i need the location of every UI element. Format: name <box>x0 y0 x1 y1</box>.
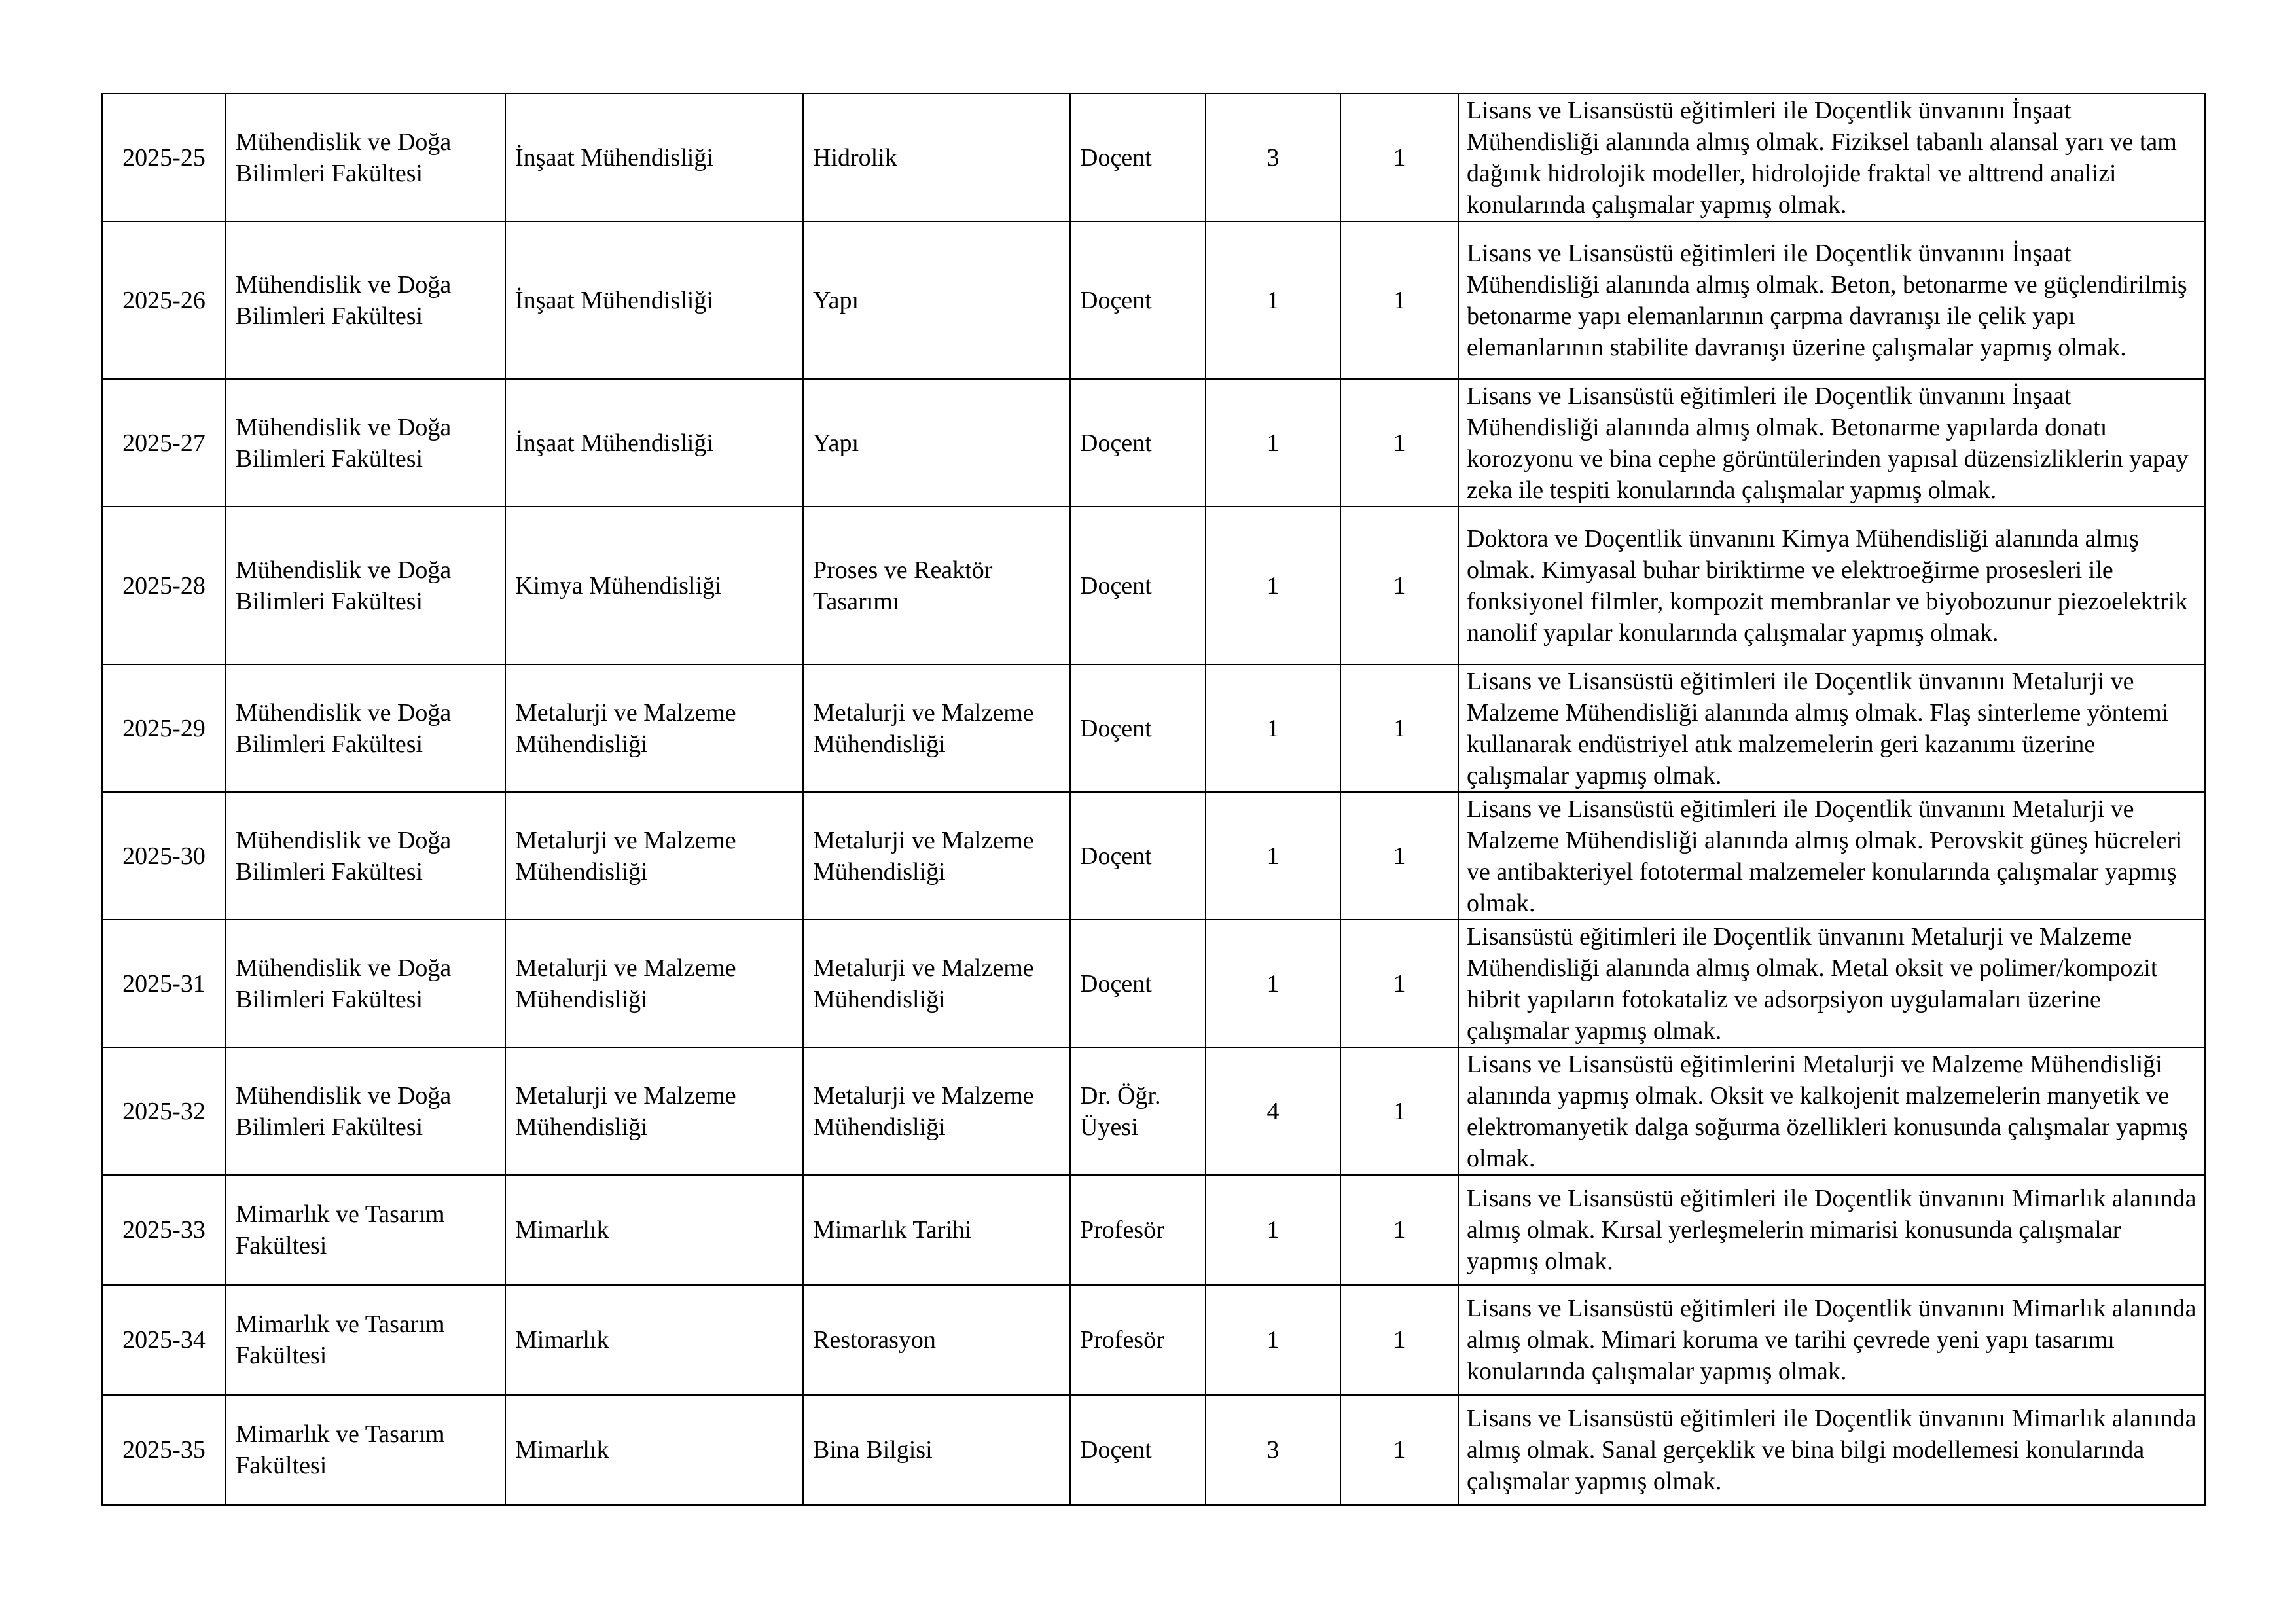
faculty-cell: Mimarlık ve Tasarım Fakültesi <box>226 1175 505 1285</box>
academic-title-cell: Doçent <box>1070 920 1206 1047</box>
field-cell: Mimarlık Tarihi <box>803 1175 1070 1285</box>
field-cell: Yapı <box>803 379 1070 507</box>
field-cell: Metalurji ve Malzeme Mühendisliği <box>803 664 1070 792</box>
requirement-cell: Doktora ve Doçentlik ünvanını Kimya Mühendisliği alanında almış olmak. Kimyasal buhar biriktirme ve elektroeğirme prosesleri ile fonksiyonel filmler, kompozit membranlar ve biyobozunur piezoelektrik nanolif yapılar konularında çalışmalar yapmış olmak. <box>1458 507 2205 664</box>
academic-title-cell: Profesör <box>1070 1175 1206 1285</box>
position-count-cell: 1 <box>1340 664 1458 792</box>
degree-cell: 1 <box>1206 221 1340 379</box>
requirement-cell: Lisans ve Lisansüstü eğitimleri ile Doçentlik ünvanını Metalurji ve Malzeme Mühendisliği alanında almış olmak. Flaş sinterleme yöntemi kullanarak endüstriyel atık malzemelerin geri kazanımı üzerine çalışmalar yapmış olmak. <box>1458 664 2205 792</box>
department-cell: Metalurji ve Malzeme Mühendisliği <box>505 1047 803 1175</box>
degree-cell: 1 <box>1206 664 1340 792</box>
department-cell: Kimya Mühendisliği <box>505 507 803 664</box>
position-count-cell: 1 <box>1340 1285 1458 1395</box>
academic-title-cell: Doçent <box>1070 792 1206 920</box>
position-count-cell: 1 <box>1340 1175 1458 1285</box>
faculty-cell: Mühendislik ve Doğa Bilimleri Fakültesi <box>226 507 505 664</box>
faculty-cell: Mühendislik ve Doğa Bilimleri Fakültesi <box>226 221 505 379</box>
degree-cell: 3 <box>1206 1395 1340 1505</box>
faculty-cell: Mimarlık ve Tasarım Fakültesi <box>226 1395 505 1505</box>
table-row <box>102 507 2205 664</box>
position-number-cell: 2025-27 <box>102 379 226 507</box>
table-row <box>102 221 2205 379</box>
faculty-cell: Mühendislik ve Doğa Bilimleri Fakültesi <box>226 920 505 1047</box>
field-cell: Metalurji ve Malzeme Mühendisliği <box>803 1047 1070 1175</box>
position-number-cell: 2025-30 <box>102 792 226 920</box>
faculty-cell: Mühendislik ve Doğa Bilimleri Fakültesi <box>226 664 505 792</box>
academic-title-cell: Doçent <box>1070 664 1206 792</box>
table-row <box>102 94 2205 221</box>
faculty-cell: Mühendislik ve Doğa Bilimleri Fakültesi <box>226 792 505 920</box>
field-cell: Hidrolik <box>803 94 1070 221</box>
department-cell: Metalurji ve Malzeme Mühendisliği <box>505 920 803 1047</box>
position-count-cell: 1 <box>1340 507 1458 664</box>
position-number-cell: 2025-28 <box>102 507 226 664</box>
table-row <box>102 664 2205 792</box>
position-count-cell: 1 <box>1340 221 1458 379</box>
degree-cell: 1 <box>1206 1175 1340 1285</box>
requirement-cell: Lisans ve Lisansüstü eğitimlerini Metalurji ve Malzeme Mühendisliği alanında yapmış olmak. Oksit ve kalkojenit malzemelerin manyetik ve elektromanyetik dalga soğurma özellikleri konusunda çalışmalar yapmış olmak. <box>1458 1047 2205 1175</box>
field-cell: Yapı <box>803 221 1070 379</box>
requirement-cell: Lisans ve Lisansüstü eğitimleri ile Doçentlik ünvanını Mimarlık alanında almış olmak. Sanal gerçeklik ve bina bilgi modellemesi konularında çalışmalar yapmış olmak. <box>1458 1395 2205 1505</box>
degree-cell: 3 <box>1206 94 1340 221</box>
table-row <box>102 792 2205 920</box>
table-row <box>102 1395 2205 1505</box>
department-cell: Mimarlık <box>505 1285 803 1395</box>
academic-title-cell: Profesör <box>1070 1285 1206 1395</box>
table-row <box>102 920 2205 1047</box>
academic-title-cell: Doçent <box>1070 1395 1206 1505</box>
position-number-cell: 2025-34 <box>102 1285 226 1395</box>
faculty-cell: Mimarlık ve Tasarım Fakültesi <box>226 1285 505 1395</box>
department-cell: İnşaat Mühendisliği <box>505 94 803 221</box>
requirement-cell: Lisans ve Lisansüstü eğitimleri ile Doçentlik ünvanını İnşaat Mühendisliği alanında almış olmak. Betonarme yapılarda donatı korozyonu ve bina cephe görüntülerinden yapısal düzensizliklerin yapay zeka ile tespiti konularında çalışmalar yapmış olmak. <box>1458 379 2205 507</box>
faculty-cell: Mühendislik ve Doğa Bilimleri Fakültesi <box>226 94 505 221</box>
position-count-cell: 1 <box>1340 379 1458 507</box>
department-cell: İnşaat Mühendisliği <box>505 379 803 507</box>
academic-title-cell: Doçent <box>1070 94 1206 221</box>
field-cell: Proses ve Reaktör Tasarımı <box>803 507 1070 664</box>
position-count-cell: 1 <box>1340 1395 1458 1505</box>
position-number-cell: 2025-32 <box>102 1047 226 1175</box>
table-row <box>102 379 2205 507</box>
requirement-cell: Lisans ve Lisansüstü eğitimleri ile Doçentlik ünvanını Mimarlık alanında almış olmak. Kırsal yerleşmelerin mimarisi konusunda çalışmalar yapmış olmak. <box>1458 1175 2205 1285</box>
requirement-cell: Lisans ve Lisansüstü eğitimleri ile Doçentlik ünvanını İnşaat Mühendisliği alanında almış olmak. Beton, betonarme ve güçlendirilmiş betonarme yapı elemanlarının çarpma davranışı ile çelik yapı elemanlarının stabilite davranışı üzerine çalışmalar yapmış olmak. <box>1458 221 2205 379</box>
field-cell: Restorasyon <box>803 1285 1070 1395</box>
academic-title-cell: Doçent <box>1070 221 1206 379</box>
degree-cell: 4 <box>1206 1047 1340 1175</box>
degree-cell: 1 <box>1206 379 1340 507</box>
requirement-cell: Lisans ve Lisansüstü eğitimleri ile Doçentlik ünvanını İnşaat Mühendisliği alanında almış olmak. Fiziksel tabanlı alansal yarı ve tam dağınık hidrolojik modeller, hidrolojide fraktal ve alttrend analizi konularında çalışmalar yapmış olmak. <box>1458 94 2205 221</box>
position-count-cell: 1 <box>1340 792 1458 920</box>
degree-cell: 1 <box>1206 792 1340 920</box>
department-cell: Mimarlık <box>505 1175 803 1285</box>
academic-title-cell: Dr. Öğr. Üyesi <box>1070 1047 1206 1175</box>
table-row <box>102 1285 2205 1395</box>
faculty-position-table <box>101 93 2206 1506</box>
faculty-cell: Mühendislik ve Doğa Bilimleri Fakültesi <box>226 379 505 507</box>
table-row <box>102 1047 2205 1175</box>
position-number-cell: 2025-35 <box>102 1395 226 1505</box>
field-cell: Metalurji ve Malzeme Mühendisliği <box>803 920 1070 1047</box>
department-cell: İnşaat Mühendisliği <box>505 221 803 379</box>
position-number-cell: 2025-33 <box>102 1175 226 1285</box>
position-count-cell: 1 <box>1340 920 1458 1047</box>
department-cell: Metalurji ve Malzeme Mühendisliği <box>505 664 803 792</box>
position-count-cell: 1 <box>1340 94 1458 221</box>
position-number-cell: 2025-26 <box>102 221 226 379</box>
position-number-cell: 2025-31 <box>102 920 226 1047</box>
position-count-cell: 1 <box>1340 1047 1458 1175</box>
requirement-cell: Lisansüstü eğitimleri ile Doçentlik ünvanını Metalurji ve Malzeme Mühendisliği alanında almış olmak. Metal oksit ve polimer/kompozit hibrit yapıların fotokataliz ve adsorpsiyon uygulamaları üzerine çalışmalar yapmış olmak. <box>1458 920 2205 1047</box>
field-cell: Bina Bilgisi <box>803 1395 1070 1505</box>
field-cell: Metalurji ve Malzeme Mühendisliği <box>803 792 1070 920</box>
position-number-cell: 2025-25 <box>102 94 226 221</box>
position-number-cell: 2025-29 <box>102 664 226 792</box>
department-cell: Metalurji ve Malzeme Mühendisliği <box>505 792 803 920</box>
degree-cell: 1 <box>1206 1285 1340 1395</box>
requirement-cell: Lisans ve Lisansüstü eğitimleri ile Doçentlik ünvanını Metalurji ve Malzeme Mühendisliği alanında almış olmak. Perovskit güneş hücreleri ve antibakteriyel fototermal malzemeler konularında çalışmalar yapmış olmak. <box>1458 792 2205 920</box>
degree-cell: 1 <box>1206 507 1340 664</box>
degree-cell: 1 <box>1206 920 1340 1047</box>
table-row <box>102 1175 2205 1285</box>
table-body <box>102 94 2205 1505</box>
academic-title-cell: Doçent <box>1070 379 1206 507</box>
academic-title-cell: Doçent <box>1070 507 1206 664</box>
department-cell: Mimarlık <box>505 1395 803 1505</box>
requirement-cell: Lisans ve Lisansüstü eğitimleri ile Doçentlik ünvanını Mimarlık alanında almış olmak. Mimari koruma ve tarihi çevrede yeni yapı tasarımı konularında çalışmalar yapmış olmak. <box>1458 1285 2205 1395</box>
faculty-cell: Mühendislik ve Doğa Bilimleri Fakültesi <box>226 1047 505 1175</box>
